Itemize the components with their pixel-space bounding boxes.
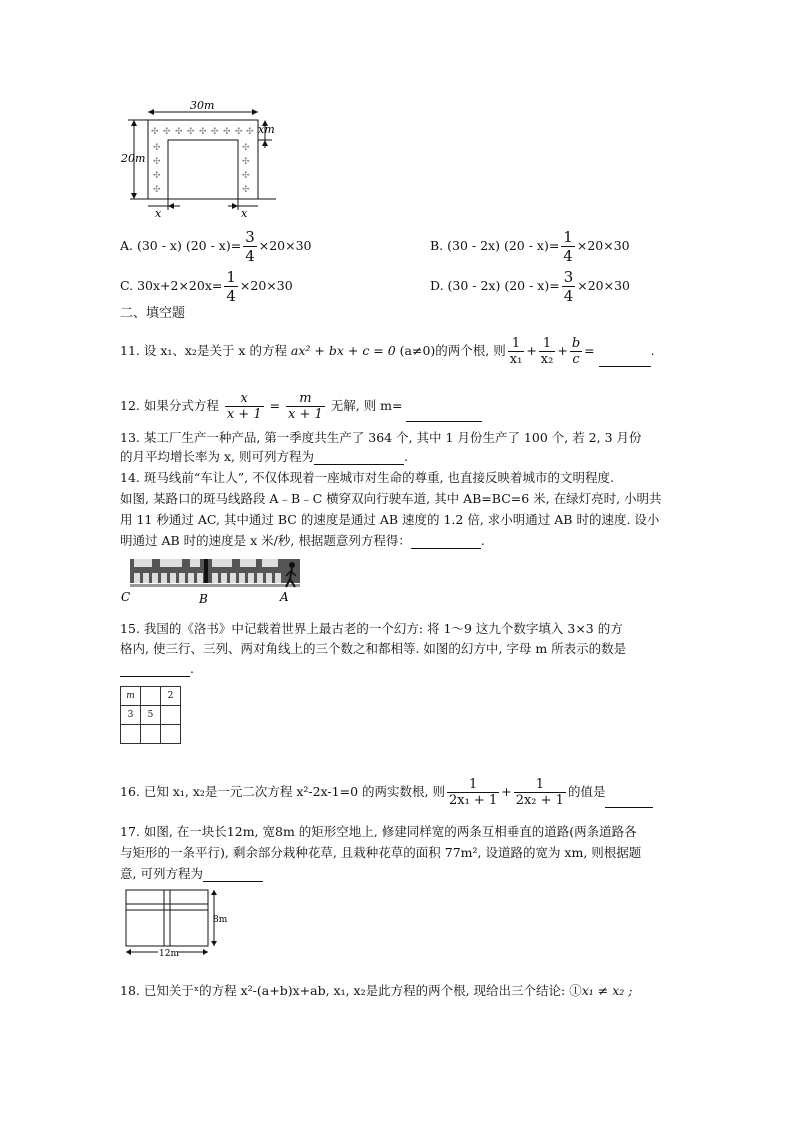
magic-cell: 5 [141,706,161,725]
svg-text:✣: ✣ [153,185,161,195]
crosswalk-label-c: C [121,590,131,604]
svg-text:✣: ✣ [223,127,231,137]
svg-text:✣: ✣ [242,185,250,195]
magic-cell [121,725,141,744]
question-17-line3: 意, 可列方程为 [120,866,263,882]
svg-text:✣: ✣ [242,157,250,167]
q14-answer-blank[interactable] [411,548,481,549]
q17-answer-blank[interactable] [203,881,263,882]
svg-text:✣: ✣ [163,127,171,137]
question-18: 18. 已知关于ˣ的方程 x²-(a+b)x+ab, x₁, x₂是此方程的两个根, 现给出三个结论: ①x₁ ≠ x₂ ; [120,983,633,998]
option-d: D. (30 - 2x) (20 - x)= $\frac{3}{4}$ ×20×30 [430,268,630,305]
magic-cell [161,706,181,725]
magic-cell [141,687,161,706]
question-17-line2: 与矩形的一条平行), 剩余部分栽种花草, 且栽种花草的面积 77m², 设道路的宽为 xm, 则根据题 [120,845,642,860]
svg-text:✣: ✣ [153,143,161,153]
svg-text:✣: ✣ [153,171,161,181]
magic-cell: 3 [121,706,141,725]
option-c: C. 30x+2×20x= $\frac{1}{4}$ ×20×30 [120,268,293,305]
fig10-left-label: 20m [121,152,146,165]
fig10-right-label: xm [258,123,275,136]
svg-text:✣: ✣ [246,127,254,137]
q11-answer-blank[interactable] [599,366,651,367]
q10-figure [120,100,280,218]
magic-cell: m [121,687,141,706]
road-fig-length: 12m [159,949,179,959]
question-11: 11. 设 x₁、x₂是关于 x 的方程 ax² + bx + c = 0 (a≠0)的两个根, 则 $\frac{1}{\text{x₁}}$ + $\frac{1}{\text{x₂}}$ + $\frac{b}{c}$ = . [120,336,655,367]
magic-cell [141,725,161,744]
q16-answer-blank[interactable] [605,807,653,808]
svg-text:✣: ✣ [242,171,250,181]
crosswalk-label-b: B [199,592,208,606]
q13-answer-blank[interactable] [314,464,404,465]
question-12: 12. 如果分式方程 $\frac{x}{x + 1}$ = $\frac{m}{x + 1}$ 无解, 则 m= [120,391,482,422]
magic-square [120,686,181,744]
option-b: B. (30 - 2x) (20 - x)= $\frac{1}{4}$ ×20×30 [430,228,630,265]
svg-text:✣: ✣ [151,127,159,137]
question-15-line2: 格内, 使三行、三列、两对角线上的三个数之和都相等. 如图的幻方中, 字母 m 所表示的数是 [120,641,627,656]
road-figure [120,888,230,960]
magic-cell [161,725,181,744]
question-14-line4: 明通过 AB 时的速度是 x 米/秒, 根据题意列方程得： . [120,533,485,548]
fig10-bottom-x1: x [155,207,162,218]
question-17-line1: 17. 如图, 在一块长12m, 宽8m 的矩形空地上, 修建同样宽的两条互相垂直的道路(两条道路各 [120,824,637,839]
question-15-line3: . [120,661,194,677]
svg-text:✣: ✣ [175,127,183,137]
svg-text:✣: ✣ [199,127,207,137]
question-15-line1: 15. 我国的《洛书》中记载着世界上最古老的一个幻方: 将 1～9 这九个数字填入 3×3 的方 [120,621,623,636]
road-fig-width: 8m [213,915,228,925]
section-heading: 二、填空题 [120,306,186,321]
svg-text:✣: ✣ [211,127,219,137]
svg-text:✣: ✣ [242,143,250,153]
svg-text:✣: ✣ [235,127,243,137]
q15-answer-blank[interactable] [120,676,190,677]
question-14-line1: 14. 斑马线前“车让人”, 不仅体现着一座城市对生命的尊重, 也直接反映着城市的文明程度. [120,470,615,485]
question-16: 16. 已知 x₁, x₂是一元二次方程 x²-2x-1=0 的两实数根, 则 $\frac{1}{\text{2x₁ + 1}}$ + $\frac{1}{\text{2x₂ + 1}}$ 的值是 [120,777,653,808]
option-a: A. (30 - x) (20 - x)= $\frac{3}{4}$ ×20×30 [120,228,312,265]
question-13-line2: 的月平均增长率为 x, 则可列方程为 . [120,449,408,464]
question-14-line2: 如图, 某路口的斑马线路段 A﹣B﹣C 横穿双向行驶车道, 其中 AB=BC=6 米, 在绿灯亮时, 小明共 [120,491,662,506]
crosswalk-label-a: A [280,590,289,604]
fig10-bottom-x2: x [241,207,248,218]
fig10-top-label: 30m [190,100,215,112]
crosswalk-figure [120,557,310,607]
svg-text:✣: ✣ [187,127,195,137]
question-13-line1: 13. 某工厂生产一种产品, 第一季度共生产了 364 个, 其中 1 月份生产了 100 个, 若 2, 3 月份 [120,430,642,445]
question-14-line3: 用 11 秒通过 AC, 其中通过 BC 的速度是通过 AB 速度的 1.2 倍, 求小明通过 AB 时的速度. 设小 [120,512,660,527]
q12-answer-blank[interactable] [406,421,482,422]
svg-text:✣: ✣ [153,157,161,167]
magic-cell: 2 [161,687,181,706]
